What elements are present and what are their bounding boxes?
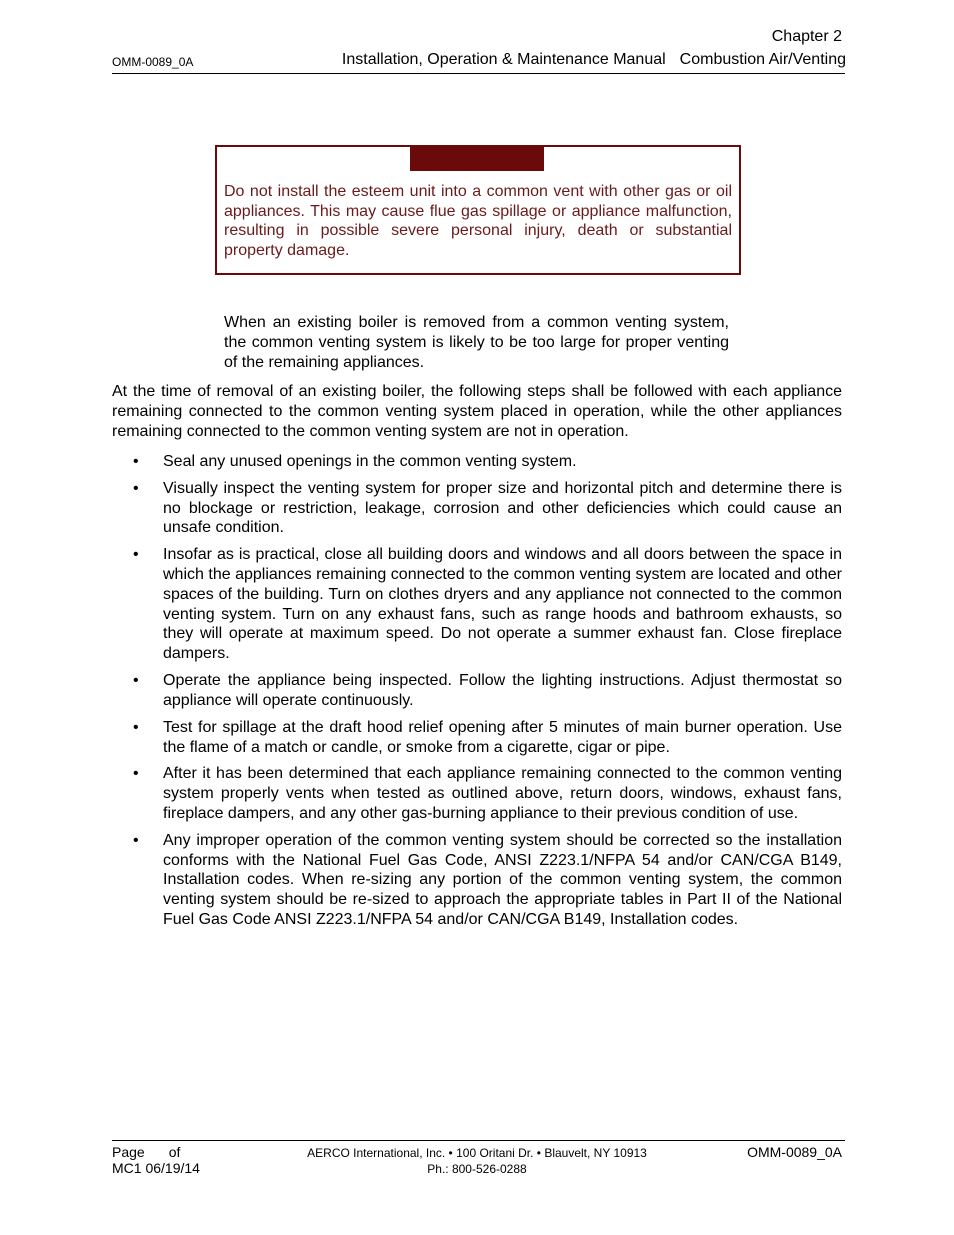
of-label: of [168, 1144, 181, 1160]
list-item-text: Insofar as is practical, close all building doors and windows and all doors between the space in which the appliances remaining connected to the common venting system are located and other spaces of the building. Turn on clothes dryers and any appliance not connected to the common venting system. Turn on any exhaust fans, such as range hoods and bathroom exhausts, so they will operate at maximum speed. Do not operate a summer exhaust fan. Close fireplace dampers. [163, 546, 842, 663]
warning-text: Do not install the esteem unit into a common vent with other gas or oil appliances. This may cause flue gas spillage or appliance malfunction, resulting in possible severe personal injury, death or substantial property damage. [224, 183, 732, 259]
chapter-label: Chapter 2 [771, 28, 842, 45]
list-item-text: Test for spillage at the draft hood relief opening after 5 minutes of main burner operation. Use the flame of a match or candle, or smoke from a cigarette, cigar or pipe. [163, 718, 842, 756]
list-item [112, 479, 842, 538]
list-item-text: Seal any unused openings in the common venting system. [163, 453, 577, 470]
bullet-icon: • [133, 718, 139, 736]
note-paragraph: When an existing boiler is removed from a common venting system, the common venting system is likely to be too large for proper venting of the remaining appliances. [224, 314, 729, 371]
header-doc-id: OMM-0089_0A [112, 55, 194, 69]
list-item [112, 831, 842, 930]
header-divider [112, 73, 845, 74]
list-item [112, 718, 842, 758]
intro-paragraph: At the time of removal of an existing boiler, the following steps shall be followed with each appliance remaining connected to the common venting system placed in operation, while the other appliances remaining connected to the common venting system are not in operation. [112, 383, 842, 440]
header-title [342, 51, 846, 69]
list-item [112, 671, 842, 711]
list-item [112, 764, 842, 823]
warning-box [215, 145, 741, 275]
page-number [112, 1144, 180, 1160]
warning-banner [410, 147, 544, 171]
venting-steps-list [112, 452, 842, 937]
footer-doc-id: OMM-0089_0A [747, 1144, 842, 1160]
bullet-icon: • [133, 831, 139, 849]
list-item-text: Any improper operation of the common venting system should be corrected so the installation conforms with the National Fuel Gas Code, ANSI Z223.1/NFPA 54 and/or CAN/CGA B149, Installation codes. When re-sizing any portion of the common venting system, the common venting system should be re-sized to approach the appropriate tables in Part II of the National Fuel Gas Code ANSI Z223.1/NFPA 54 and/or CAN/CGA B149, Installation codes. [163, 831, 842, 928]
company-phone: Ph.: 800-526-0288 [427, 1162, 527, 1176]
bullet-icon: • [133, 672, 139, 690]
page-label: Page [112, 1144, 145, 1160]
list-item [112, 452, 842, 472]
company-address: AERCO International, Inc. • 100 Oritani Dr. • Blauvelt, NY 10913 [307, 1146, 647, 1160]
bullet-icon: • [133, 546, 139, 564]
section-title: Combustion Air/Venting [679, 51, 846, 68]
bullet-icon: • [133, 453, 139, 470]
revision-label: MC1 06/19/14 [112, 1160, 200, 1176]
list-item-text: Operate the appliance being inspected. Follow the lighting instructions. Adjust thermostat so appliance will operate continuously. [163, 672, 842, 709]
footer-divider [112, 1140, 845, 1141]
bullet-icon: • [133, 765, 139, 783]
manual-title: Installation, Operation & Maintenance Manual [341, 51, 666, 68]
list-item-text: After it has been determined that each appliance remaining connected to the common venting system properly vents when tested as outlined above, return doors, windows, exhaust fans, fireplace dampers, and any other gas-burning appliance to their previous condition of use. [163, 765, 842, 822]
list-item-text: Visually inspect the venting system for proper size and horizontal pitch and determine there is no blockage or restriction, leakage, corrosion and other deficiencies which could cause an unsafe condition. [163, 479, 842, 537]
bullet-icon: • [133, 479, 139, 497]
list-item [112, 545, 842, 664]
